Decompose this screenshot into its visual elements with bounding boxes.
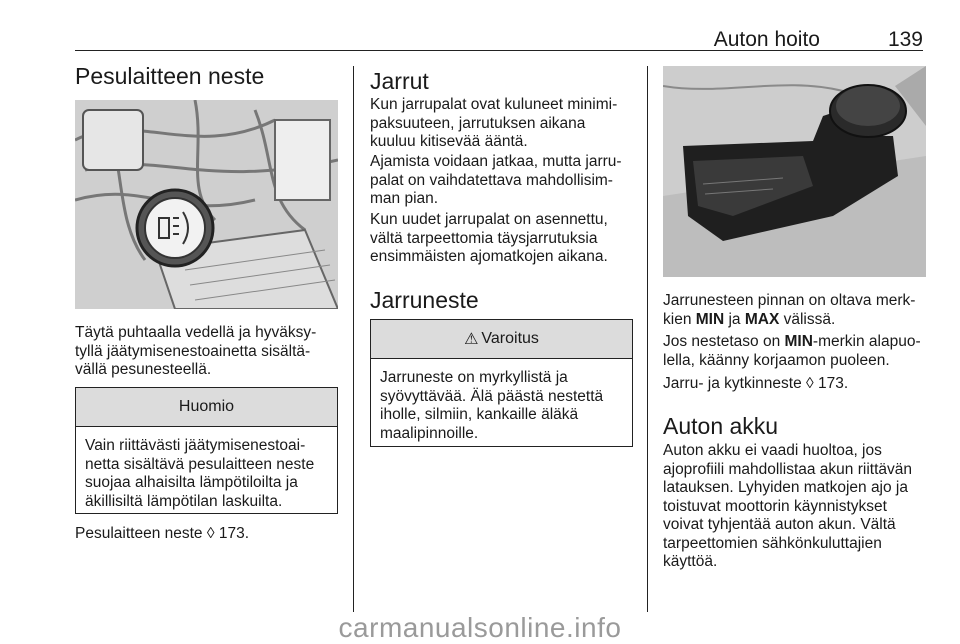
reference-arrow-icon: ◊ — [206, 525, 215, 542]
running-header-title: Auton hoito — [713, 28, 820, 51]
page-number: 139 — [887, 28, 923, 51]
notice-title: Huomio — [76, 388, 337, 427]
brakes-paragraph-1: Kun jarrupalat ovat kuluneet minimi-paksuuteen, jarrutuksen aikana kuuluu kitisevää ääntä. — [370, 96, 618, 150]
max-mark: MAX — [744, 310, 780, 328]
warning-header — [371, 320, 632, 359]
warning-box — [370, 319, 633, 447]
brake-fluid-illustration — [663, 66, 926, 277]
watermark: carmanualsonline.info — [338, 612, 622, 643]
washer-fluid-illustration — [75, 100, 338, 309]
text-fragment: -merkin alapuo-lella, käänny korjaamon puoleen. — [663, 333, 921, 369]
text-fragment: ja — [724, 310, 745, 328]
brake-fluid-level-paragraph — [663, 292, 928, 329]
battery-paragraph: Auton akku ei vaadi huoltoa, jos ajoprofiili mahdollistaa akun riittävän latauksen. Lyhyiden matkojen ajo ja toistuvat moottorin käynnistykset voivat tyhjentää auton akun. Vältä tarpeettomien sähkönkuluttajien käyttöä. — [663, 442, 912, 570]
section-heading-washer-fluid: Pesulaitteen neste — [75, 63, 265, 89]
column-divider-1 — [353, 66, 354, 612]
reference-arrow-icon: ◊ — [806, 375, 814, 392]
warning-title: Varoitus — [481, 330, 539, 347]
notice-text: Vain riittävästi jäätymisenestoai-netta sisältävä pesulaitteen neste suojaa alhaisilta lämpötiloilta ja äkillisiltä lämpötilan laskuilta. — [85, 437, 315, 510]
min-mark: MIN — [784, 333, 813, 350]
washer-fluid-paragraph: Täytä puhtaalla vedellä ja hyväksy-tyllä jäätymisenestoainetta sisältä-vällä pesunesteellä. — [75, 324, 317, 378]
reference-page[interactable]: 173. — [218, 525, 250, 542]
brake-fluid-reference — [663, 375, 928, 394]
min-mark: MIN — [695, 310, 725, 328]
text-fragment: Jos nestetaso on — [663, 333, 785, 350]
reference-text: Pesulaitteen neste — [75, 525, 203, 542]
brakes-paragraph-2: Ajamista voidaan jatkaa, mutta jarru-palat on vaihdatettava mahdollisim-man pian. — [370, 153, 622, 207]
washer-fluid-image — [75, 100, 338, 309]
washer-fluid-reference — [75, 525, 341, 544]
warning-icon: ⚠ — [464, 331, 479, 348]
brake-fluid-low-paragraph — [663, 333, 928, 370]
reference-text: Jarru- ja kytkinneste — [663, 375, 802, 392]
brake-fluid-image — [663, 66, 926, 277]
text-fragment: välissä. — [779, 310, 836, 328]
section-heading-battery: Auton akku — [663, 413, 779, 439]
notice-box — [75, 387, 338, 514]
reference-page[interactable]: 173. — [818, 375, 849, 392]
header-rule — [75, 50, 923, 51]
brakes-paragraph-3: Kun uudet jarrupalat on asennettu, vältä tarpeettomia täysjarrutuksia ensimmäisten ajomatkojen aikana. — [370, 211, 608, 265]
subheading-brake-fluid: Jarruneste — [370, 287, 479, 313]
text-fragment: Jarrunesteen pinnan on oltava merk-kien — [663, 292, 916, 328]
warning-text: Jarruneste on myrkyllistä ja syövyttävää. Älä päästä nestettä iholle, silmiin, kankaille äläkä maalipinnoille. — [380, 369, 604, 442]
section-heading-brakes: Jarrut — [370, 68, 429, 94]
column-divider-2 — [647, 66, 648, 612]
